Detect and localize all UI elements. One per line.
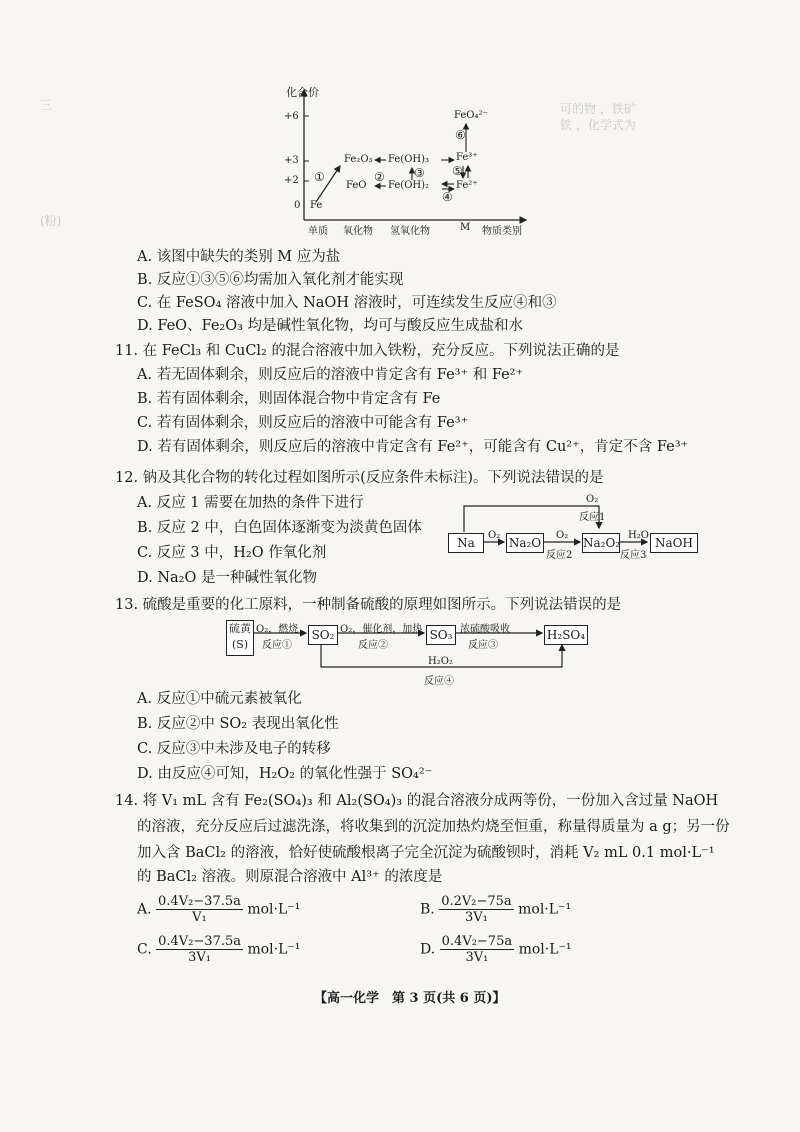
q14-line-1: 14. 将 V₁ mL 含有 Fe₂(SO₄)₃ 和 Al₂(SO₄)₃ 的混合溶液分成两等份，一份加入含过量 NaOH (115, 793, 719, 809)
q12-option-c: C. 反应 3 中，H₂O 作氧化剂 (137, 545, 327, 561)
reaction-6-label: ⑥ (455, 128, 466, 142)
q14-c-label: C. (137, 941, 152, 958)
reaction-4: 反应④ (424, 676, 454, 687)
o2-label-2: O₂ (488, 530, 501, 541)
q11-stem: 11. 在 FeCl₃ 和 CuCl₂ 的混合溶液中加入铁粉，充分反应。下列说法正确的是 (115, 343, 620, 359)
x-category-oxide: 氧化物 (343, 226, 373, 237)
q10-option-d: D. FeO、Fe₂O₃ 均是碱性氧化物，均可与酸反应生成盐和水 (137, 318, 524, 334)
y-axis-label: 化合价 (286, 86, 319, 99)
q12-option-a: A. 反应 1 需要在加热的条件下进行 (137, 495, 364, 511)
q13-option-a: A. 反应①中硫元素被氧化 (137, 691, 302, 707)
y-tick-2: +2 (284, 175, 299, 186)
q13-option-b: B. 反应②中 SO₂ 表现出氧化性 (137, 716, 339, 732)
h2o-label: H₂O (628, 530, 649, 541)
q14-line-2: 的溶液，充分反应后过滤洗涤，将收集到的沉淀加热灼烧至恒重，称量得质量为 a g；另一份 (137, 819, 730, 835)
y-tick-0: 0 (294, 200, 301, 211)
cond-3: 浓硫酸吸收 (460, 624, 510, 635)
q14-a-numerator: 0.4V₂−37.5a (158, 894, 241, 909)
species-feoh2: Fe(OH)₂ (388, 180, 430, 191)
q10-option-a: A. 该图中缺失的类别 M 应为盐 (137, 249, 341, 265)
cond-1: O₂，燃烧 (256, 624, 299, 635)
q13-option-c: C. 反应③中未涉及电子的转移 (137, 741, 331, 757)
q14-c-fraction (156, 934, 243, 965)
q12-stem: 12. 钠及其化合物的转化过程如图所示(反应条件未标注)。下列说法错误的是 (115, 470, 604, 486)
reaction-1: 反应① (262, 640, 292, 651)
q14-c-numerator: 0.4V₂−37.5a (158, 934, 241, 949)
reaction-2: 反应② (358, 640, 388, 651)
reaction-4-label: ④ (442, 190, 453, 204)
species-feo4: FeO₄²⁻ (454, 110, 488, 121)
q13-stem: 13. 硫酸是重要的化工原料，一种制备硫酸的原理如图所示。下列说法错误的是 (115, 597, 622, 613)
so2-box: SO₂ (308, 625, 338, 645)
h2so4-box: H₂SO₄ (544, 625, 588, 645)
sulfur-name: 硫黄 (229, 622, 251, 635)
q14-b-unit: mol·L⁻¹ (518, 901, 572, 918)
species-fe3: Fe³⁺ (456, 152, 478, 163)
na-box: Na (448, 533, 484, 553)
reaction3-label: 反应3 (620, 550, 647, 561)
q14-a-denominator: V₁ (192, 910, 207, 925)
q11-option-b: B. 若有固体剩余，则固体混合物中肯定含有 Fe (137, 391, 441, 407)
cond-4: H₂O₂ (428, 656, 453, 667)
q14-c-denominator: 3V₁ (188, 950, 211, 965)
q14-a-fraction (156, 894, 243, 925)
cond-2: O₂，催化剂，加热 (340, 624, 423, 635)
na2o-box: Na₂O (506, 533, 544, 553)
page-footer: 【高一化学 第 3 页(共 6 页)】 (314, 991, 506, 1006)
q14-b-fraction (439, 894, 513, 925)
reaction2-label: 反应2 (546, 550, 573, 561)
y-tick-6: +6 (284, 111, 299, 122)
q14-option-c (137, 934, 300, 965)
q10-option-c: C. 在 FeSO₄ 溶液中加入 NaOH 溶液时，可连续发生反应④和③ (137, 295, 557, 311)
species-feo: FeO (346, 180, 367, 191)
q12-option-b: B. 反应 2 中，白色固体逐渐变为淡黄色固体 (137, 520, 422, 536)
reaction-5-label: ⑤ (452, 164, 463, 178)
q14-a-unit: mol·L⁻¹ (247, 901, 301, 918)
so3-box: SO₃ (426, 625, 456, 645)
q14-a-label: A. (137, 901, 152, 918)
q14-d-fraction (440, 934, 514, 965)
o2-label-3: O₂ (556, 530, 569, 541)
o2-label-1: O₂ (586, 494, 599, 505)
q14-option-b (420, 894, 571, 925)
x-category-hydroxide: 氢氧化物 (390, 226, 430, 237)
species-fe2o3: Fe₂O₃ (344, 154, 373, 165)
naoh-box: NaOH (650, 533, 698, 553)
q14-option-d (420, 934, 572, 965)
reaction-1-label: ① (314, 170, 325, 184)
reaction1-label: 反应1 (579, 512, 606, 523)
species-fe2: Fe²⁺ (456, 180, 478, 191)
y-tick-3: +3 (284, 155, 299, 166)
q14-d-numerator: 0.4V₂−75a (441, 934, 513, 949)
reaction-3: 反应③ (468, 640, 498, 651)
q14-b-label: B. (420, 901, 435, 918)
species-feoh3: Fe(OH)₃ (388, 154, 430, 165)
x-category-m: M (460, 222, 471, 233)
q11-option-d: D. 若有固体剩余，则反应后的溶液中肯定含有 Fe²⁺，可能含有 Cu²⁺，肯定不含 Fe³⁺ (137, 439, 689, 455)
q12-option-d: D. Na₂O 是一种碱性氧化物 (137, 570, 317, 586)
q14-b-denominator: 3V₁ (465, 910, 488, 925)
q14-option-a (137, 894, 300, 925)
x-category-element: 单质 (308, 226, 328, 237)
q14-b-numerator: 0.2V₂−75a (441, 894, 512, 909)
sulfur-box (226, 620, 254, 656)
q14-line-4: 的 BaCl₂ 溶液。则原混合溶液中 Al³⁺ 的浓度是 (137, 869, 443, 885)
q11-option-c: C. 若有固体剩余，则反应后的溶液中可能含有 Fe³⁺ (137, 415, 469, 431)
q11-option-a: A. 若无固体剩余，则反应后的溶液中肯定含有 Fe³⁺ 和 Fe²⁺ (137, 367, 524, 383)
x-axis-label: 物质类别 (482, 226, 522, 237)
q14-d-unit: mol·L⁻¹ (518, 941, 572, 958)
reaction-3-label: ③ (414, 166, 425, 180)
q13-option-d: D. 由反应④可知，H₂O₂ 的氧化性强于 SO₄²⁻ (137, 766, 433, 782)
q14-d-denominator: 3V₁ (465, 950, 489, 965)
reaction-2-label: ② (374, 170, 385, 184)
na2o2-box: Na₂O₂ (582, 533, 620, 553)
q10-option-b: B. 反应①③⑤⑥均需加入氧化剂才能实现 (137, 272, 404, 288)
species-fe: Fe (310, 200, 323, 211)
q14-c-unit: mol·L⁻¹ (247, 941, 301, 958)
q14-line-3: 加入含 BaCl₂ 的溶液，恰好使硫酸根离子完全沉淀为硫酸钡时，消耗 V₂ mL 0.1 mol·L⁻¹ (137, 845, 715, 861)
q14-d-label: D. (420, 941, 436, 958)
sulfur-symbol: (S) (231, 638, 249, 651)
